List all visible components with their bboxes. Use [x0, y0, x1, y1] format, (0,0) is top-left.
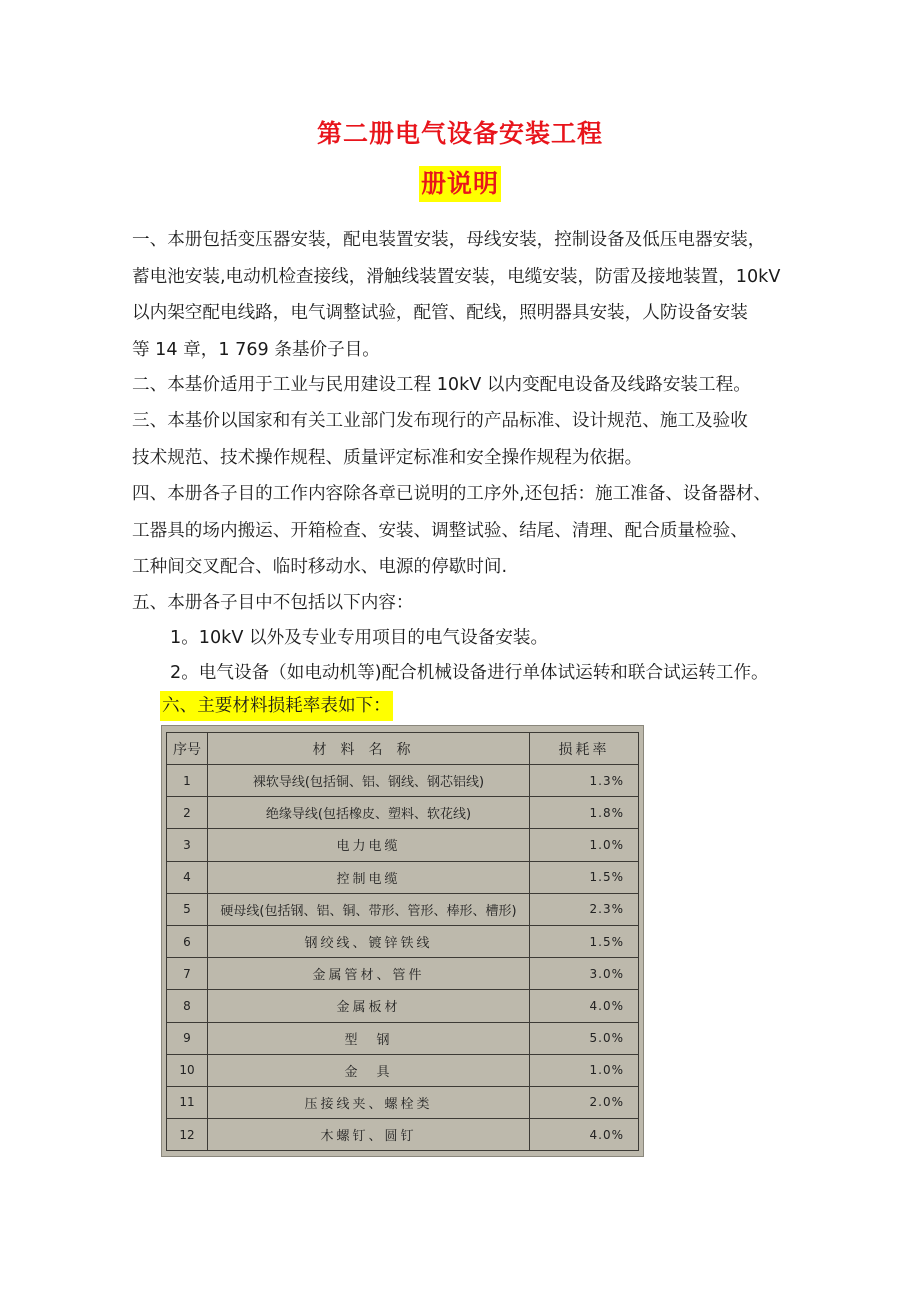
table-row — [167, 990, 639, 1022]
row-loss-rate: 4.0% — [530, 990, 639, 1022]
row-loss-rate: 4.0% — [530, 1119, 639, 1151]
document-title: 第二册电气设备安装工程 — [316, 119, 603, 148]
row-num: 2 — [167, 797, 208, 829]
table-row — [167, 1054, 639, 1086]
table-row — [167, 925, 639, 957]
row-loss-rate: 3.0% — [530, 958, 639, 990]
header-rate: 损耗率 — [530, 733, 639, 765]
document-subtitle: 册说明 — [419, 166, 501, 202]
row-loss-rate: 1.5% — [530, 861, 639, 893]
table-row — [167, 829, 639, 861]
paragraph-4-line-3: 工种间交叉配合、临时移动水、电源的停歇时间. — [132, 557, 508, 577]
row-loss-rate: 1.3% — [530, 765, 639, 797]
row-loss-rate: 5.0% — [530, 1022, 639, 1054]
row-num: 6 — [167, 925, 208, 957]
row-material-name: 木螺钉、圆钉 — [208, 1119, 530, 1151]
row-num: 8 — [167, 990, 208, 1022]
table-row — [167, 1119, 639, 1151]
row-material-name: 型 钢 — [208, 1022, 530, 1054]
row-num: 10 — [167, 1054, 208, 1086]
paragraph-1 — [132, 222, 802, 368]
row-material-name: 裸软导线(包括铜、铝、钢线、钢芯铝线) — [208, 765, 530, 797]
subtitle-wrapper — [0, 166, 920, 202]
row-material-name: 金属管材、管件 — [208, 958, 530, 990]
table-header-row — [167, 733, 639, 765]
paragraph-1-line-4: 等 14 章，1 769 条基价子目。 — [132, 339, 380, 360]
table-row — [167, 958, 639, 990]
row-loss-rate: 1.0% — [530, 829, 639, 861]
row-num: 7 — [167, 958, 208, 990]
table-body — [167, 765, 639, 1151]
paragraph-1-line-2: 蓄电池安装,电动机检查接线，滑触线装置安装，电缆安装，防雷及接地装置，10kV — [132, 266, 781, 287]
row-material-name: 钢绞线、镀锌铁线 — [208, 925, 530, 957]
table-row — [167, 861, 639, 893]
table-row — [167, 765, 639, 797]
table-row — [167, 1086, 639, 1118]
material-loss-table — [166, 732, 639, 1151]
paragraph-5-line-1: 五、本册各子目中不包括以下内容： — [132, 593, 414, 613]
row-material-name: 控制电缆 — [208, 861, 530, 893]
paragraph-1-line-1: 一、本册包括变压器安装，配电装置安装，母线安装，控制设备及低压电器安装， — [132, 230, 766, 250]
row-num: 1 — [167, 765, 208, 797]
table-row — [167, 1022, 639, 1054]
paragraph-2-line-1: 二、本基价适用于工业与民用建设工程 10kV 以内变配电设备及线路安装工程。 — [132, 375, 751, 395]
row-num: 11 — [167, 1086, 208, 1118]
row-material-name: 绝缘导线(包括橡皮、塑料、软花线) — [208, 797, 530, 829]
row-num: 9 — [167, 1022, 208, 1054]
row-loss-rate: 1.0% — [530, 1054, 639, 1086]
row-loss-rate: 2.0% — [530, 1086, 639, 1118]
paragraph-4 — [132, 476, 802, 586]
paragraph-6-highlight: 六、主要材料损耗率表如下： — [160, 691, 393, 721]
table-row — [167, 797, 639, 829]
paragraph-4-line-2: 工器具的场内搬运、开箱检查、安装、调整试验、结尾、清理、配合质量检验、 — [132, 520, 748, 541]
paragraph-5 — [132, 585, 802, 622]
table-row — [167, 893, 639, 925]
row-material-name: 硬母线(包括钢、铝、铜、带形、管形、棒形、槽形) — [208, 893, 530, 925]
row-num: 5 — [167, 893, 208, 925]
exclusion-item-1-text: 1。10kV 以外及专业专用项目的电气设备安装。 — [170, 628, 549, 648]
row-loss-rate: 1.8% — [530, 797, 639, 829]
paragraph-3-line-2: 技术规范、技术操作规程、质量评定标准和安全操作规程为依据。 — [132, 447, 643, 468]
row-num: 4 — [167, 861, 208, 893]
paragraph-4-line-1: 四、本册各子目的工作内容除各章已说明的工序外,还包括：施工准备、设备器材、 — [132, 484, 771, 504]
exclusion-item-1 — [170, 620, 840, 657]
header-num: 序号 — [167, 733, 208, 765]
row-loss-rate: 1.5% — [530, 925, 639, 957]
exclusion-item-2 — [170, 655, 840, 692]
row-material-name: 金属板材 — [208, 990, 530, 1022]
row-loss-rate: 2.3% — [530, 893, 639, 925]
row-num: 3 — [167, 829, 208, 861]
row-material-name: 压接线夹、螺栓类 — [208, 1086, 530, 1118]
row-num: 12 — [167, 1119, 208, 1151]
paragraph-2 — [132, 367, 802, 404]
material-loss-table-image — [161, 725, 644, 1157]
row-material-name: 电力电缆 — [208, 829, 530, 861]
row-material-name: 金 具 — [208, 1054, 530, 1086]
exclusion-item-2-text: 2。电气设备（如电动机等)配合机械设备进行单体试运转和联合试运转工作。 — [170, 663, 769, 683]
paragraph-3 — [132, 403, 802, 476]
paragraph-3-line-1: 三、本基价以国家和有关工业部门发布现行的产品标准、设计规范、施工及验收 — [132, 411, 748, 431]
header-name: 材料名称 — [208, 733, 530, 765]
paragraph-1-line-3: 以内架空配电线路，电气调整试验，配管、配线，照明器具安装，人防设备安装 — [132, 303, 748, 323]
